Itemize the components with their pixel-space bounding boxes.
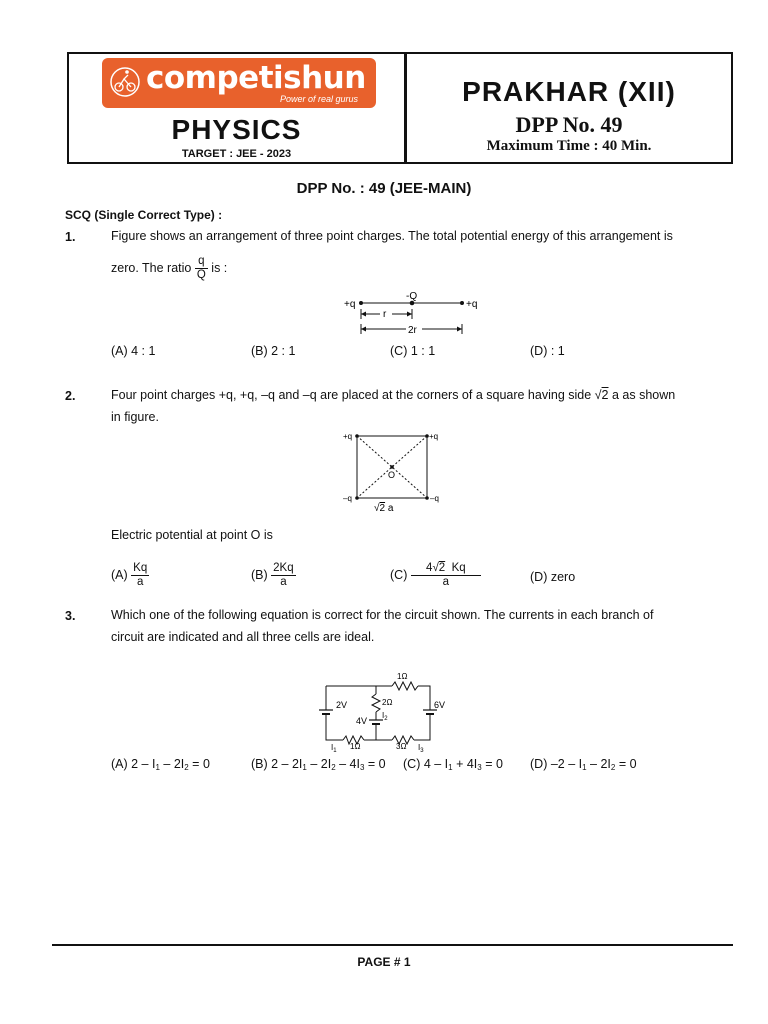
brand-tagline: Power of real gurus bbox=[280, 94, 359, 104]
question-number: 2. bbox=[65, 389, 76, 403]
center-point-label: O bbox=[388, 470, 396, 480]
resistor-top-label: 1Ω bbox=[397, 672, 408, 681]
option-c[interactable]: (C) $4 - I_1 + 4I_3 = 0$ bbox=[403, 757, 503, 772]
question-type-label: SCQ (Single Correct Type) : bbox=[65, 208, 223, 222]
section-title: DPP No. : 49 (JEE-MAIN) bbox=[296, 180, 472, 197]
cell-middle-label: 4V bbox=[356, 716, 368, 726]
subject-title: PHYSICS bbox=[171, 114, 302, 145]
charge-bottom-left: –q bbox=[343, 494, 352, 503]
square-charges-diagram bbox=[338, 428, 448, 514]
ratio-fraction: $\frac{q}{Q}$ bbox=[196, 255, 206, 281]
question-number: 1. bbox=[65, 230, 76, 244]
option-b[interactable]: (B) 2 : 1 bbox=[251, 344, 296, 358]
distance-2r: 2r bbox=[408, 325, 417, 336]
charges-line-diagram bbox=[330, 288, 490, 338]
resistor-middle-label: 2Ω bbox=[382, 698, 393, 707]
question-prompt: Electric potential at point O is bbox=[111, 528, 273, 542]
charge-top-right: +q bbox=[429, 432, 439, 441]
option-b[interactable]: (B) $\frac{2Kq}{a}$ bbox=[251, 562, 294, 588]
current-i2-label: $I_2$ bbox=[382, 711, 388, 722]
current-i1-label: $I_1$ bbox=[331, 743, 337, 752]
current-i3-label: $I_3$ bbox=[418, 743, 424, 752]
question-text: Four point charges +q, +q, –q and –q are placed at the corners of a square having side √2 a as shown bbox=[111, 388, 676, 402]
question-text: Figure shows an arrangement of three point charges. The total potential energy of this arrangement is bbox=[111, 229, 673, 243]
resistor-bottom-right-label: 3Ω bbox=[396, 742, 407, 751]
cell-right-label: 6V bbox=[434, 700, 446, 710]
option-a[interactable]: (A) $2 - I_1 - 2I_2 = 0$ bbox=[111, 757, 210, 772]
question-text-line2: circuit are indicated and all three cells are ideal. bbox=[111, 630, 375, 644]
cyclist-logo-icon bbox=[110, 65, 140, 99]
brand-name: competishun bbox=[146, 60, 366, 96]
charge-middle: -Q bbox=[406, 291, 418, 302]
option-a[interactable]: (A) 4 : 1 bbox=[111, 344, 156, 358]
charge-right: +q bbox=[466, 299, 478, 310]
charge-bottom-right: –q bbox=[430, 494, 439, 503]
side-length-label: √2 a bbox=[374, 503, 394, 514]
charge-top-left: +q bbox=[343, 432, 353, 441]
option-d[interactable]: (D) $-2 - I_1 - 2I_2 = 0$ bbox=[530, 757, 637, 772]
brand-logo bbox=[102, 58, 376, 108]
cell-left-label: 2V bbox=[336, 700, 348, 710]
sqrt-symbol: √2 bbox=[594, 388, 609, 402]
course-title: PRAKHAR (XII) bbox=[462, 76, 676, 107]
option-a[interactable]: (A) $\frac{Kq}{a}$ bbox=[111, 562, 148, 588]
charge-left: +q bbox=[344, 299, 356, 310]
dpp-number: DPP No. 49 bbox=[515, 112, 623, 137]
max-time: Maximum Time : 40 Min. bbox=[486, 138, 652, 154]
option-d[interactable]: (D) : 1 bbox=[530, 344, 565, 358]
option-d[interactable]: (D) zero bbox=[530, 570, 576, 584]
target-label: TARGET : JEE - 2023 bbox=[181, 148, 292, 160]
resistor-bottom-left-label: 1Ω bbox=[350, 742, 361, 751]
option-b[interactable]: (B) $2 - 2I_1 - 2I_2 - 4I_3 = 0$ bbox=[251, 757, 386, 772]
question-text-line2: in figure. bbox=[111, 410, 159, 424]
question-text-line2: zero. The ratio $\frac{q}{Q}$ is : bbox=[111, 255, 228, 281]
option-c[interactable]: (C) $\frac{4√2 Kq}{a}$ bbox=[390, 562, 481, 589]
question-text: Which one of the following equation is correct for the circuit shown. The currents in each branch of bbox=[111, 608, 654, 622]
circuit-diagram bbox=[312, 670, 462, 752]
question-number: 3. bbox=[65, 609, 76, 623]
page-number: PAGE # 1 bbox=[357, 955, 411, 969]
footer-divider bbox=[52, 944, 733, 946]
header-box bbox=[67, 52, 733, 164]
distance-r: r bbox=[383, 309, 387, 320]
option-c[interactable]: (C) 1 : 1 bbox=[390, 344, 436, 358]
